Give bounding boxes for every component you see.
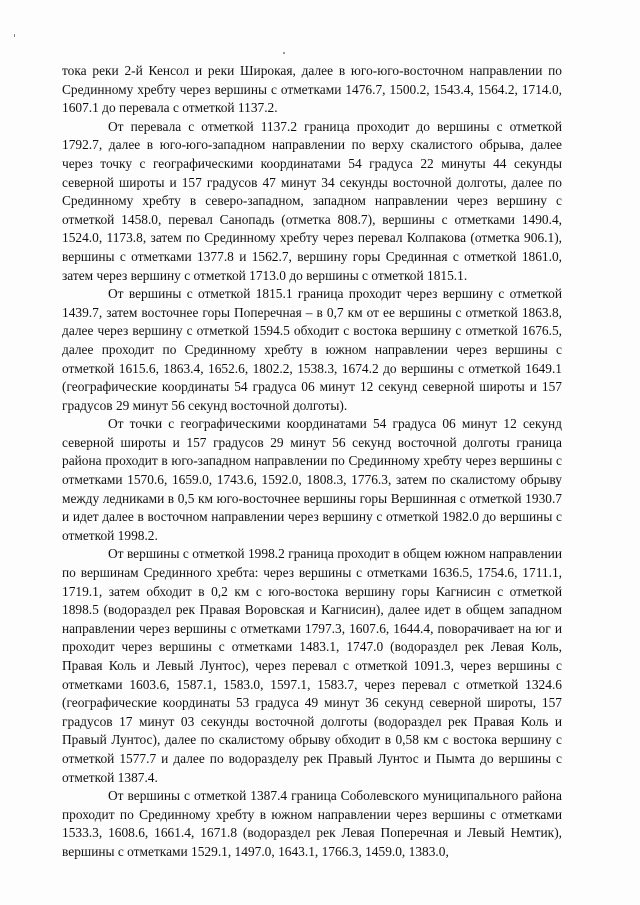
- paragraph-1: тока реки 2-й Кенсол и реки Широкая, далее в юго-юго-восточном направлении по Срединному хребту через вершины с отметками 1476.7, 1500.2, 1543.4, 1564.2, 1714.0, 1607.1 до перевала с отметкой 1137.2.: [62, 63, 562, 116]
- scan-speck: [14, 34, 15, 37]
- document-body: [62, 62, 562, 862]
- paragraph-2: От перевала с отметкой 1137.2 граница проходит до вершины с отметкой 1792.7, далее в юго-юго-западном направлении по верху скалистого обрыва, далее через точку с географическими координатами 54 градуса 22 минуты 44 секунды северной широты и 157 градусов 47 минут 34 секунды восточной долготы, далее по Срединному хребту в северо-западном, западном направлении через вершину с отметкой 1458.0, перевал Санопадь (отметка 808.7), вершины с отметками 1490.4, 1524.0, 1173.8, затем по Срединному хребту через перевал Колпакова (отметка 906.1), вершины с отметками 1377.8 и 1562.7, вершину горы Срединная с отметкой 1861.0, затем через вершину с отметкой 1713.0 до вершины с отметкой 1815.1.: [62, 118, 562, 283]
- paragraph-6: От вершины с отметкой 1387.4 граница Соболевского муниципального района проходит по Срединному хребту в южном направлении через вершины с отметками 1533.3, 1608.6, 1661.4, 1671.8 (водораздел рек Левая Поперечная и Левый Немтик), вершины с отметками 1529.1, 1497.0, 1643.1, 1766.3, 1459.0, 1383.0,: [62, 788, 562, 859]
- paragraph-5: От вершины с отметкой 1998.2 граница проходит в общем южном направлении по вершинам Срединного хребта: через вершины с отметками 1636.5, 1754.6, 1711.1, 1719.1, затем обходит в 0,2 км с юго-востока вершину горы Кагнисин с отметкой 1898.5 (водораздел рек Правая Воровская и Кагнисин), далее идет в общем западном направлении через вершины с отметками 1797.3, 1607.6, 1644.4, поворачивает на юг и проходит через вершины с отметками 1483.1, 1747.0 (водораздел рек Левая Коль, Правая Коль и Левый Лунтос), через перевал с отметкой 1091.3, через вершины с отметками 1603.6, 1587.1, 1583.0, 1597.1, 1583.7, через перевал с отметкой 1324.6 (географические координаты 53 градуса 49 минут 36 секунд северной широты, 157 градусов 17 минут 03 секунды восточной долготы (водораздел рек Правая Коль и Правый Лунтос), далее по скалистому обрыву обходит в 0,58 км с востока вершину с отметкой 1577.7 и далее по водоразделу рек Правый Лунтос и Пымта до вершины с отметкой 1387.4.: [62, 546, 562, 785]
- paragraph-3: От вершины с отметкой 1815.1 граница проходит через вершину с отметкой 1439.7, затем восточнее горы Поперечная – в 0,7 км от ее вершины с отметкой 1863.8, далее через вершину с отметкой 1594.5 обходит с востока вершину с отметкой 1676.5, далее проходит по Срединному хребту в южном направлении через вершины с отметкой 1615.6, 1863.4, 1652.6, 1802.2, 1538.3, 1674.2 до вершины с отметкой 1649.1 (географические координаты 54 градуса 06 минут 12 секунд северной широты и 157 градусов 29 минут 56 секунд восточной долготы).: [62, 286, 562, 413]
- paragraph-4: От точки с географическими координатами 54 градуса 06 минут 12 секунд северной широты и 157 градусов 29 минут 56 секунд восточной долготы граница района проходит в юго-западном направлении по Срединному хребту через вершины с отметками 1570.6, 1659.0, 1743.6, 1592.0, 1808.3, 1776.3, затем по скалистому обрыву между ледниками в 0,5 км юго-восточнее вершины горы Вершинная с отметкой 1930.7 и идет далее в восточном направлении через вершину с отметкой 1982.0 до вершины с отметкой 1998.2.: [62, 416, 562, 543]
- scan-speck: [283, 52, 285, 54]
